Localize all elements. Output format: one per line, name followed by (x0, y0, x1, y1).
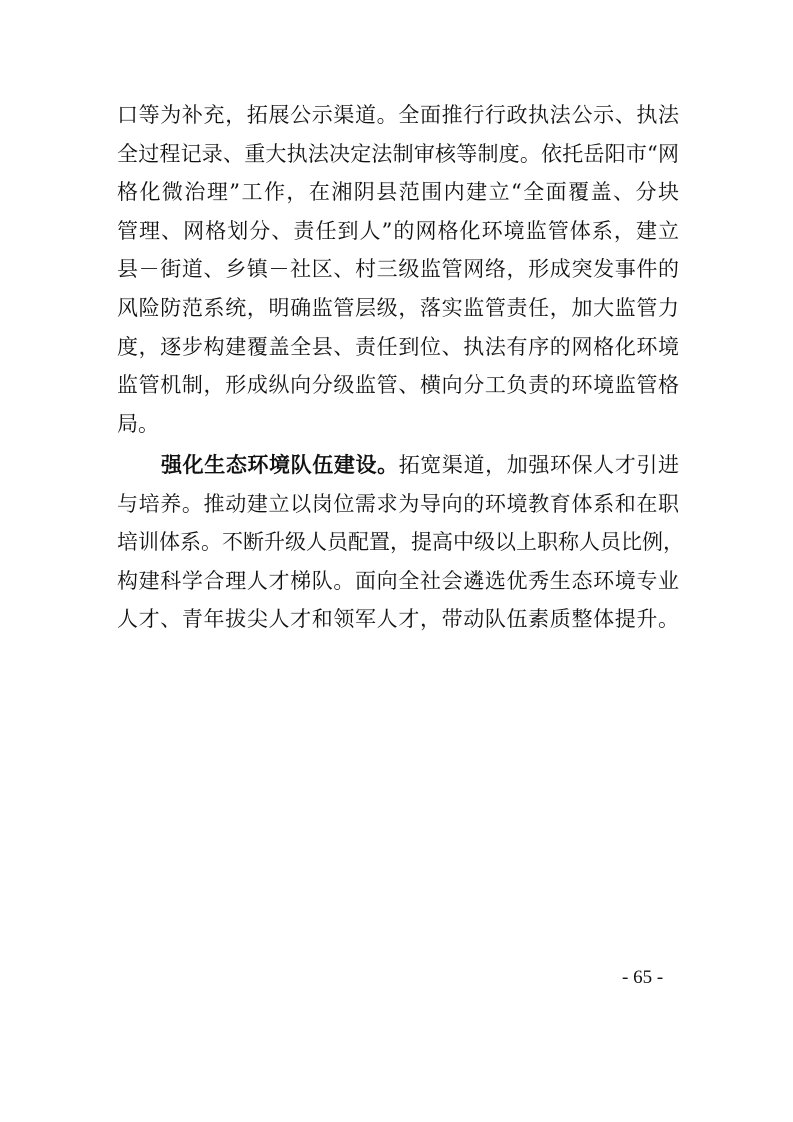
paragraph-line: 监管机制，形成纵向分级监管、横向分工负责的环境监管格 (117, 373, 679, 398)
paragraph-line: 度，逐步构建覆盖全县、责任到位、执法有序的网格化环境 (117, 334, 679, 359)
paragraph-first-line (117, 446, 679, 485)
section-heading: 强化生态环境队伍建设。 (161, 452, 399, 477)
paragraph-grid-supervision (117, 96, 679, 443)
paragraph-line: 培训体系。不断升级人员配置，提高中级以上职称人员比例， (117, 530, 684, 555)
paragraph-line: 格化微治理”工作，在湘阴县范围内建立“全面覆盖、分块 (117, 180, 679, 205)
heading-continuation: 拓宽渠道，加强环保人才引进 (398, 453, 680, 477)
paragraph-team-building (117, 446, 684, 639)
paragraph-line: 人才、青年拔尖人才和领军人才，带动队伍素质整体提升。 (117, 607, 679, 632)
page-number: - 65 - (622, 967, 664, 988)
paragraph-line: 管理、网格划分、责任到人”的网格化环境监管体系，建立 (117, 218, 679, 243)
paragraph-line: 县－街道、乡镇－社区、村三级监管网络，形成突发事件的 (117, 257, 679, 282)
paragraph-line: 局。 (117, 411, 159, 436)
paragraph-line: 口等为补充，拓展公示渠道。全面推行行政执法公示、执法 (117, 103, 679, 127)
paragraph-line: 构建科学合理人才梯队。面向全社会遴选优秀生态环境专业 (117, 568, 679, 593)
paragraph-line: 与培养。推动建立以岗位需求为导向的环境教育体系和在职 (117, 491, 679, 516)
paragraph-line: 风险防范系统，明确监管层级，落实监管责任，加大监管力 (117, 295, 679, 320)
paragraph-line: 全过程记录、重大执法决定法制审核等制度。依托岳阳市“网 (117, 141, 679, 166)
